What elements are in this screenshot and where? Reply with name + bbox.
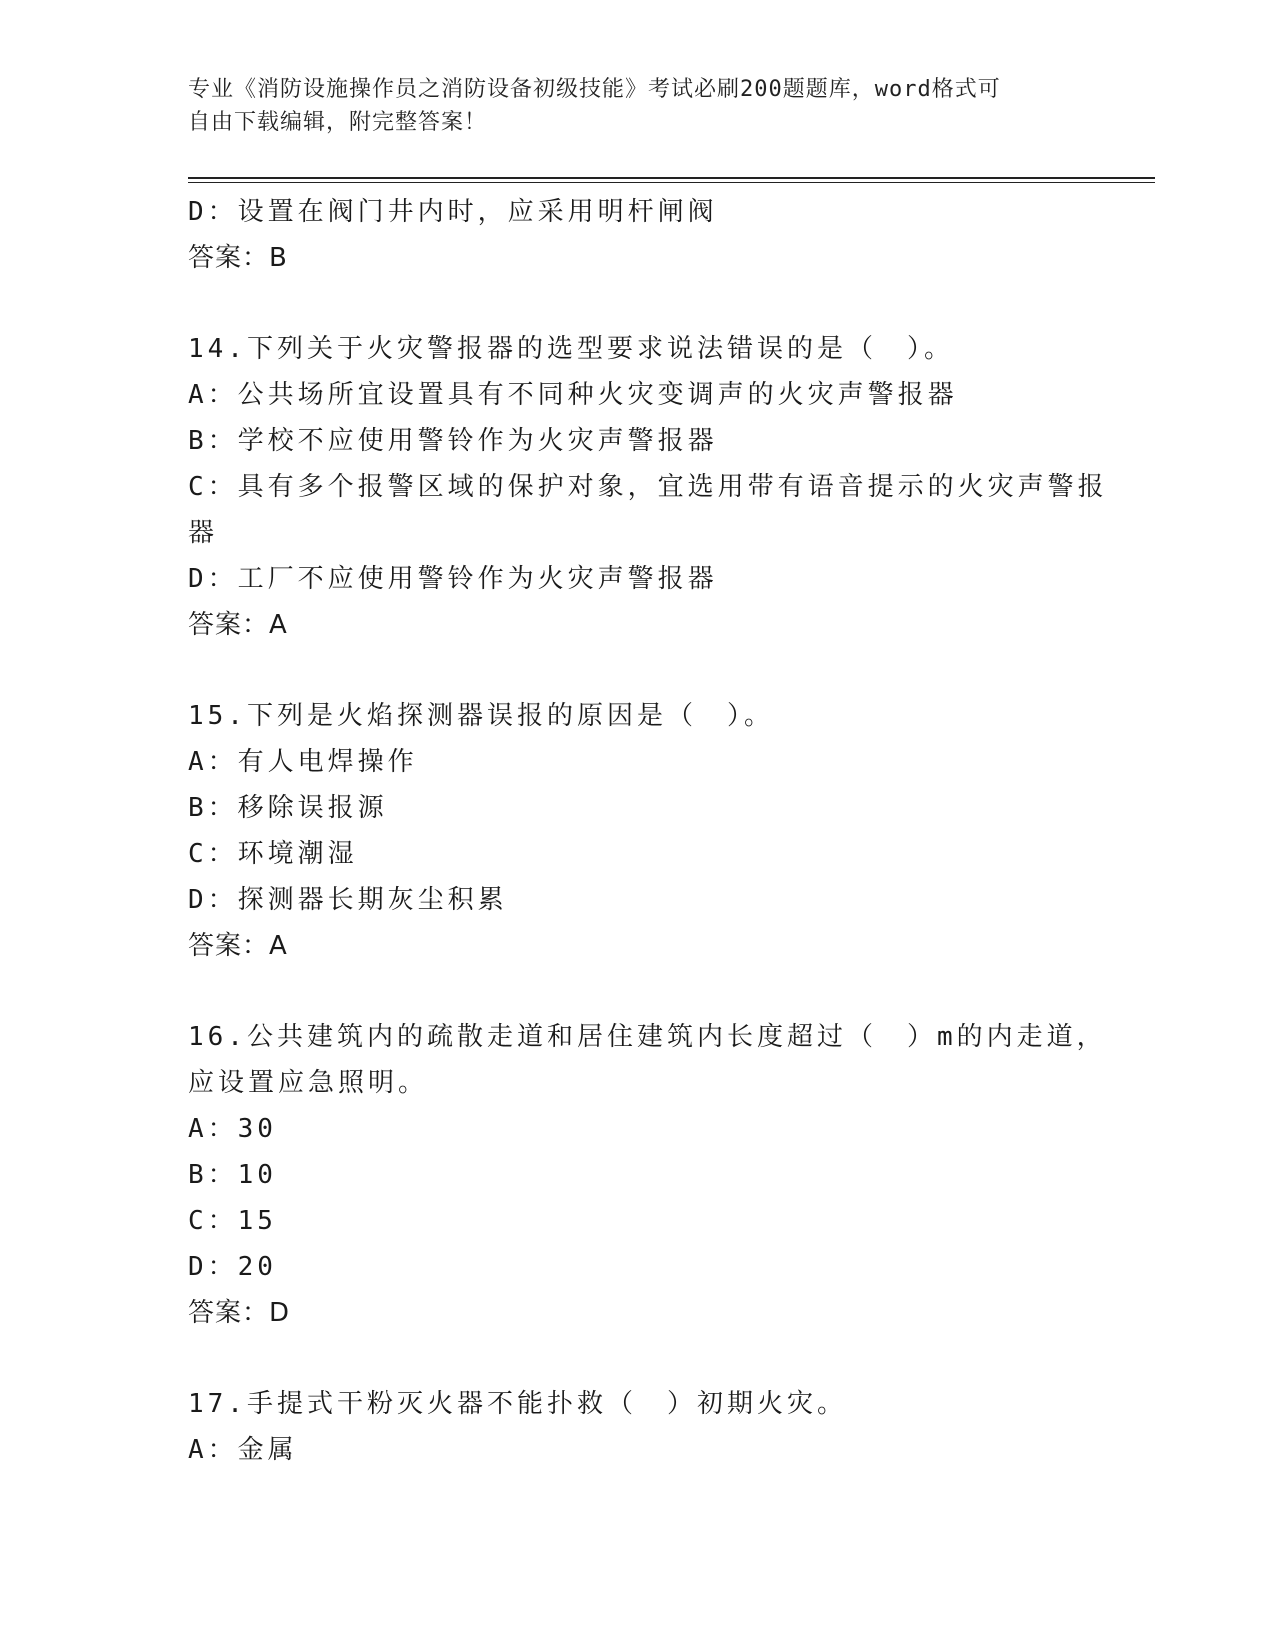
q17-stem: 17.手提式干粉灭火器不能扑救（ ）初期火灾。 — [188, 1389, 847, 1419]
document-header — [188, 73, 1068, 139]
question-15 — [188, 693, 1088, 969]
q14-answer: 答案：A — [188, 610, 288, 640]
q14-stem: 14.下列关于火灾警报器的选型要求说法错误的是（ ）。 — [188, 334, 954, 364]
q14-option-a: A：公共场所宜设置具有不同种火灾变调声的火灾声警报器 — [188, 380, 958, 410]
q13-answer: 答案：B — [188, 243, 288, 273]
spacer — [188, 1336, 1088, 1381]
q16-option-a: A：30 — [188, 1114, 277, 1144]
q14-option-d: D：工厂不应使用警铃作为火灾声警报器 — [188, 564, 718, 594]
q17-option-a: A：金属 — [188, 1435, 298, 1465]
q14-option-c-line-2: 器 — [188, 518, 219, 548]
header-line-2: 自由下载编辑，附完整答案！ — [188, 110, 488, 135]
header-rule-thin — [188, 182, 1155, 183]
q14-option-c-line-1: C：具有多个报警区域的保护对象，宜选用带有语音提示的火灾声警报 — [188, 472, 1108, 502]
q15-stem: 15.下列是火焰探测器误报的原因是（ ）。 — [188, 701, 774, 731]
spacer — [188, 281, 1088, 326]
q15-option-a: A：有人电焊操作 — [188, 747, 418, 777]
spacer — [188, 648, 1088, 693]
spacer — [188, 969, 1088, 1014]
q15-option-b: B：移除误报源 — [188, 793, 388, 823]
q15-option-d: D：探测器长期灰尘积累 — [188, 885, 508, 915]
header-line-1: 专业《消防设施操作员之消防设备初级技能》考试必刷200题题库，word格式可 — [188, 77, 1001, 102]
header-rule-thick — [188, 177, 1155, 179]
q15-option-c: C：环境潮湿 — [188, 839, 358, 869]
q16-option-d: D：20 — [188, 1252, 277, 1282]
question-16 — [188, 1014, 1107, 1336]
q14-option-b: B：学校不应使用警铃作为火灾声警报器 — [188, 426, 718, 456]
q13-option-d: D：设置在阀门井内时，应采用明杆闸阀 — [188, 197, 718, 227]
question-14 — [188, 326, 1108, 648]
q16-stem-line-1: 16.公共建筑内的疏散走道和居住建筑内长度超过（ ）m的内走道， — [188, 1022, 1107, 1052]
q16-option-b: B：10 — [188, 1160, 277, 1190]
q16-stem-line-2: 应设置应急照明。 — [188, 1068, 429, 1098]
question-13-tail — [188, 189, 1088, 281]
q16-answer: 答案：D — [188, 1298, 291, 1328]
question-list — [188, 189, 1108, 1473]
q15-answer: 答案：A — [188, 931, 288, 961]
question-17 — [188, 1381, 1088, 1473]
q16-option-c: C：15 — [188, 1206, 277, 1236]
